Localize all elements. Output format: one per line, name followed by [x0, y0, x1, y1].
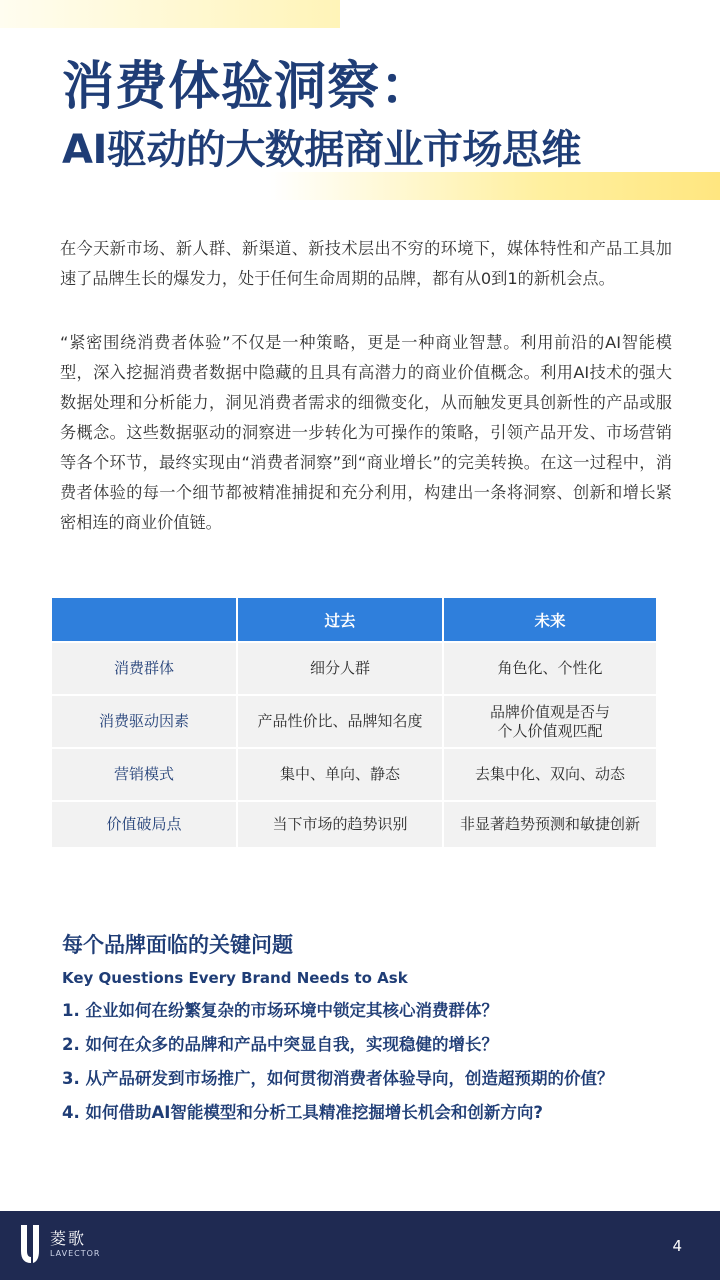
page-subtitle: AI驱动的大数据商业市场思维 [62, 127, 581, 173]
table-cell-past: 细分人群 [238, 641, 444, 694]
table-row [52, 747, 656, 800]
key-question-item: 1. 企业如何在纷繁复杂的市场环境中锁定其核心消费群体？ [62, 1001, 498, 1020]
comparison-table [52, 598, 656, 847]
table-row [52, 641, 656, 694]
table-cell-future: 去集中化、双向、动态 [444, 747, 656, 800]
table-header-past: 过去 [238, 598, 444, 641]
key-questions-title: 每个品牌面临的关键问题 [62, 933, 293, 957]
page-number: 4 [672, 1237, 682, 1255]
table-cell-past: 集中、单向、静态 [238, 747, 444, 800]
table-row [52, 800, 656, 847]
brand-logo-icon [18, 1221, 44, 1267]
table-cell-past: 当下市场的趋势识别 [238, 800, 444, 847]
key-question-item: 3. 从产品研发到市场推广，如何贯彻消费者体验导向，创造超预期的价值？ [62, 1069, 614, 1088]
footer-bar [0, 1211, 720, 1280]
key-question-item: 2. 如何在众多的品牌和产品中突显自我，实现稳健的增长？ [62, 1035, 498, 1054]
key-question-item: 4. 如何借助AI智能模型和分析工具精准挖掘增长机会和创新方向? [62, 1103, 543, 1122]
brand-name-en: LAVECTOR [50, 1249, 101, 1258]
key-questions-list [62, 996, 614, 1132]
key-questions-subtitle: Key Questions Every Brand Needs to Ask [62, 969, 408, 987]
table-row-label: 营销模式 [52, 747, 238, 800]
brand-name-cn: 菱歌 [50, 1229, 87, 1248]
table-row-label: 消费驱动因素 [52, 694, 238, 747]
table-cell-future: 非显著趋势预测和敏捷创新 [444, 800, 656, 847]
table-header-blank [52, 598, 238, 641]
table-cell-future: 品牌价值观是否与 个人价值观匹配 [444, 694, 656, 747]
table-cell-past: 产品性价比、品牌知名度 [238, 694, 444, 747]
intro-paragraph-2: “紧密围绕消费者体验”不仅是一种策略，更是一种商业智慧。利用前沿的AI智能模型，深入挖掘消费者数据中隐藏的且具有高潜力的商业价值概念。利用AI技术的强大数据处理和分析能力，洞见消费者需求的细微变化，从而触发更具创新性的产品或服务概念。这些数据驱动的洞察进一步转化为可操作的策略，引领产品开发、市场营销等各个环节，最终实现由“消费者洞察”到“商业增长”的完美转换。在这一过程中，消费者体验的每一个细节都被精准捕捉和充分利用，构建出一条将洞察、创新和增长紧密相连的商业价值链。 [60, 333, 672, 532]
table-cell-future: 角色化、个性化 [444, 641, 656, 694]
top-accent-band [0, 0, 340, 28]
table-header-row [52, 598, 656, 641]
table-row-label: 消费群体 [52, 641, 238, 694]
table-header-future: 未来 [444, 598, 656, 641]
table-row-label: 价值破局点 [52, 800, 238, 847]
page-title: 消费体验洞察： [62, 57, 434, 117]
title-accent-band [270, 172, 720, 200]
intro-paragraph-1: 在今天新市场、新人群、新渠道、新技术层出不穷的环境下，媒体特性和产品工具加速了品牌生长的爆发力，处于任何生命周期的品牌，都有从0到1的新机会点。 [60, 239, 672, 288]
table-row [52, 694, 656, 747]
